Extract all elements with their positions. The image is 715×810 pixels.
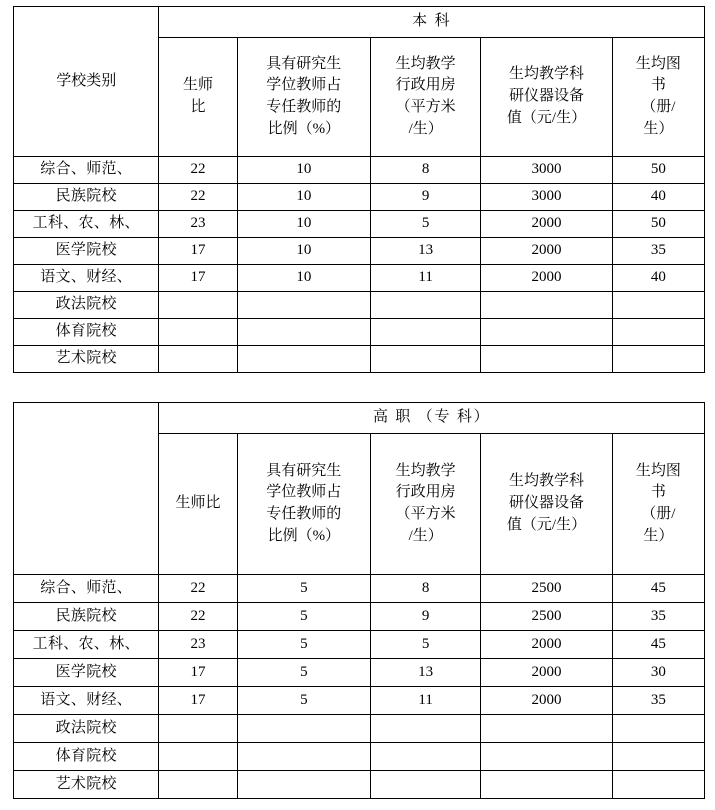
table-row bbox=[14, 631, 705, 659]
cell-ratio bbox=[159, 771, 237, 799]
cell-room: 9 bbox=[371, 603, 481, 631]
header-line: 比例（%） bbox=[267, 120, 341, 137]
cell-equipment bbox=[481, 292, 612, 319]
cell-books bbox=[612, 292, 704, 319]
cell-ratio: 22 bbox=[159, 575, 237, 603]
header-line: /生） bbox=[408, 120, 443, 137]
cell-equipment: 3000 bbox=[481, 157, 612, 184]
header-cell-books bbox=[612, 434, 704, 575]
cell-books: 40 bbox=[612, 184, 704, 211]
cell-ratio bbox=[159, 715, 237, 743]
header-line: 生师比 bbox=[175, 495, 221, 512]
cell-ratio bbox=[159, 292, 237, 319]
table-group-header-row bbox=[14, 7, 705, 38]
cell-books: 45 bbox=[612, 575, 704, 603]
header-line: 生均教学科 bbox=[508, 473, 584, 490]
cell-books: 30 bbox=[612, 659, 704, 687]
header-line: 比 bbox=[190, 99, 206, 115]
header-line: 学位教师占 bbox=[266, 484, 342, 501]
cell-equipment: 2500 bbox=[481, 575, 612, 603]
table-row bbox=[14, 211, 705, 238]
header-line: 生均教学 bbox=[395, 55, 456, 72]
cell-degree: 10 bbox=[237, 265, 370, 292]
cell-category: 医学院校 bbox=[14, 659, 159, 687]
cell-degree: 5 bbox=[237, 687, 370, 715]
header-line: 行政用房 bbox=[395, 77, 456, 94]
cell-books: 50 bbox=[612, 157, 704, 184]
cell-equipment: 2000 bbox=[481, 238, 612, 265]
cell-degree bbox=[237, 319, 370, 346]
header-line: 生） bbox=[643, 120, 674, 137]
header-line: 专任教师的 bbox=[266, 99, 342, 115]
group-header-undergraduate: 本 科 bbox=[159, 7, 705, 38]
cell-equipment bbox=[481, 346, 612, 373]
header-line: 书 bbox=[650, 484, 666, 501]
table-row bbox=[14, 157, 705, 184]
header-line: （册/ bbox=[641, 99, 676, 115]
cell-equipment bbox=[481, 743, 612, 771]
cell-room bbox=[371, 743, 481, 771]
cell-degree: 10 bbox=[237, 211, 370, 238]
cell-books bbox=[612, 346, 704, 373]
cell-room bbox=[371, 292, 481, 319]
header-line: 生均图 bbox=[635, 55, 681, 72]
header-line: 行政用房 bbox=[395, 484, 456, 501]
undergraduate-table bbox=[13, 6, 705, 373]
cell-ratio: 17 bbox=[159, 659, 237, 687]
cell-category: 政法院校 bbox=[14, 715, 159, 743]
cell-ratio: 17 bbox=[159, 238, 237, 265]
header-line: 书 bbox=[650, 77, 666, 94]
cell-degree: 5 bbox=[237, 603, 370, 631]
header-line: （平方米 bbox=[395, 99, 456, 115]
header-cell-room bbox=[371, 434, 481, 575]
cell-books: 50 bbox=[612, 211, 704, 238]
cell-ratio bbox=[159, 743, 237, 771]
table-row bbox=[14, 238, 705, 265]
header-cell-books bbox=[612, 38, 704, 157]
cell-ratio: 17 bbox=[159, 265, 237, 292]
table-row bbox=[14, 659, 705, 687]
cell-equipment: 3000 bbox=[481, 184, 612, 211]
cell-degree bbox=[237, 346, 370, 373]
header-line: （册/ bbox=[641, 506, 676, 522]
cell-category: 民族院校 bbox=[14, 603, 159, 631]
table-block-undergraduate bbox=[10, 6, 705, 373]
cell-equipment bbox=[481, 319, 612, 346]
header-line: 生均教学科 bbox=[508, 66, 584, 83]
table-row bbox=[14, 292, 705, 319]
cell-books: 35 bbox=[612, 603, 704, 631]
cell-room: 5 bbox=[371, 211, 481, 238]
cell-category: 体育院校 bbox=[14, 319, 159, 346]
cell-books bbox=[612, 715, 704, 743]
header-cell-room bbox=[371, 38, 481, 157]
table-row bbox=[14, 265, 705, 292]
cell-room: 11 bbox=[371, 687, 481, 715]
header-cell-degree bbox=[237, 434, 370, 575]
cell-equipment: 2000 bbox=[481, 631, 612, 659]
header-line: （平方米 bbox=[395, 506, 456, 522]
cell-room: 8 bbox=[371, 157, 481, 184]
table-row bbox=[14, 575, 705, 603]
cell-ratio: 22 bbox=[159, 603, 237, 631]
header-line: 研仪器设备 bbox=[508, 88, 584, 105]
cell-degree: 10 bbox=[237, 157, 370, 184]
cell-degree: 10 bbox=[237, 238, 370, 265]
cell-ratio: 22 bbox=[159, 184, 237, 211]
table-row bbox=[14, 603, 705, 631]
cell-equipment: 2000 bbox=[481, 659, 612, 687]
header-line: /生） bbox=[408, 527, 443, 544]
cell-equipment bbox=[481, 771, 612, 799]
cell-room: 11 bbox=[371, 265, 481, 292]
table-row bbox=[14, 346, 705, 373]
header-cell-degree bbox=[237, 38, 370, 157]
cell-category: 艺术院校 bbox=[14, 771, 159, 799]
cell-room: 5 bbox=[371, 631, 481, 659]
header-line: 具有研究生 bbox=[266, 462, 342, 479]
cell-books: 40 bbox=[612, 265, 704, 292]
cell-ratio: 23 bbox=[159, 631, 237, 659]
cell-ratio bbox=[159, 346, 237, 373]
cell-equipment: 2000 bbox=[481, 265, 612, 292]
table-row bbox=[14, 184, 705, 211]
cell-room bbox=[371, 715, 481, 743]
table-row bbox=[14, 319, 705, 346]
header-cell-equipment bbox=[481, 38, 612, 157]
header-line: 比例（%） bbox=[267, 527, 341, 544]
cell-equipment: 2000 bbox=[481, 687, 612, 715]
group-header-vocational: 高 职 （专 科） bbox=[159, 403, 705, 434]
header-line: 生） bbox=[643, 527, 674, 544]
header-line: 专任教师的 bbox=[266, 506, 342, 522]
cell-category: 艺术院校 bbox=[14, 346, 159, 373]
cell-equipment: 2500 bbox=[481, 603, 612, 631]
cell-books bbox=[612, 771, 704, 799]
cell-category: 工科、农、林、 bbox=[14, 631, 159, 659]
cell-ratio: 23 bbox=[159, 211, 237, 238]
cell-room: 13 bbox=[371, 238, 481, 265]
cell-books bbox=[612, 743, 704, 771]
cell-degree: 5 bbox=[237, 659, 370, 687]
cell-books: 45 bbox=[612, 631, 704, 659]
cell-category: 体育院校 bbox=[14, 743, 159, 771]
table-row bbox=[14, 771, 705, 799]
cell-category: 语文、财经、 bbox=[14, 265, 159, 292]
header-cell-category: 学校类别 bbox=[14, 7, 159, 157]
header-cell-equipment bbox=[481, 434, 612, 575]
cell-room: 8 bbox=[371, 575, 481, 603]
cell-degree: 5 bbox=[237, 631, 370, 659]
header-cell-ratio bbox=[159, 434, 237, 575]
header-line: 具有研究生 bbox=[266, 55, 342, 72]
header-line: 值（元/生） bbox=[506, 516, 587, 533]
header-line: 生师 bbox=[183, 77, 214, 94]
cell-equipment bbox=[481, 715, 612, 743]
cell-category: 综合、师范、 bbox=[14, 575, 159, 603]
cell-room: 9 bbox=[371, 184, 481, 211]
cell-equipment: 2000 bbox=[481, 211, 612, 238]
cell-books bbox=[612, 319, 704, 346]
header-cell-ratio bbox=[159, 38, 237, 157]
cell-category: 民族院校 bbox=[14, 184, 159, 211]
header-line: 学位教师占 bbox=[266, 77, 342, 94]
cell-degree: 5 bbox=[237, 575, 370, 603]
cell-room bbox=[371, 346, 481, 373]
header-line: 研仪器设备 bbox=[508, 495, 584, 512]
header-line: 生均教学 bbox=[395, 462, 456, 479]
header-cell-category bbox=[14, 403, 159, 575]
cell-ratio: 17 bbox=[159, 687, 237, 715]
cell-ratio: 22 bbox=[159, 157, 237, 184]
table-group-header-row bbox=[14, 403, 705, 434]
cell-degree: 10 bbox=[237, 184, 370, 211]
table-block-vocational bbox=[10, 402, 705, 799]
cell-room bbox=[371, 771, 481, 799]
cell-ratio bbox=[159, 319, 237, 346]
cell-category: 语文、财经、 bbox=[14, 687, 159, 715]
cell-degree bbox=[237, 743, 370, 771]
cell-books: 35 bbox=[612, 687, 704, 715]
cell-room: 13 bbox=[371, 659, 481, 687]
cell-category: 政法院校 bbox=[14, 292, 159, 319]
cell-category: 医学院校 bbox=[14, 238, 159, 265]
table-row bbox=[14, 743, 705, 771]
table-row bbox=[14, 715, 705, 743]
cell-category: 综合、师范、 bbox=[14, 157, 159, 184]
cell-category: 工科、农、林、 bbox=[14, 211, 159, 238]
cell-degree bbox=[237, 292, 370, 319]
cell-books: 35 bbox=[612, 238, 704, 265]
header-line: 值（元/生） bbox=[506, 109, 587, 126]
table-row bbox=[14, 687, 705, 715]
vocational-table bbox=[13, 402, 705, 799]
cell-degree bbox=[237, 771, 370, 799]
cell-degree bbox=[237, 715, 370, 743]
header-line: 生均图 bbox=[635, 462, 681, 479]
cell-room bbox=[371, 319, 481, 346]
